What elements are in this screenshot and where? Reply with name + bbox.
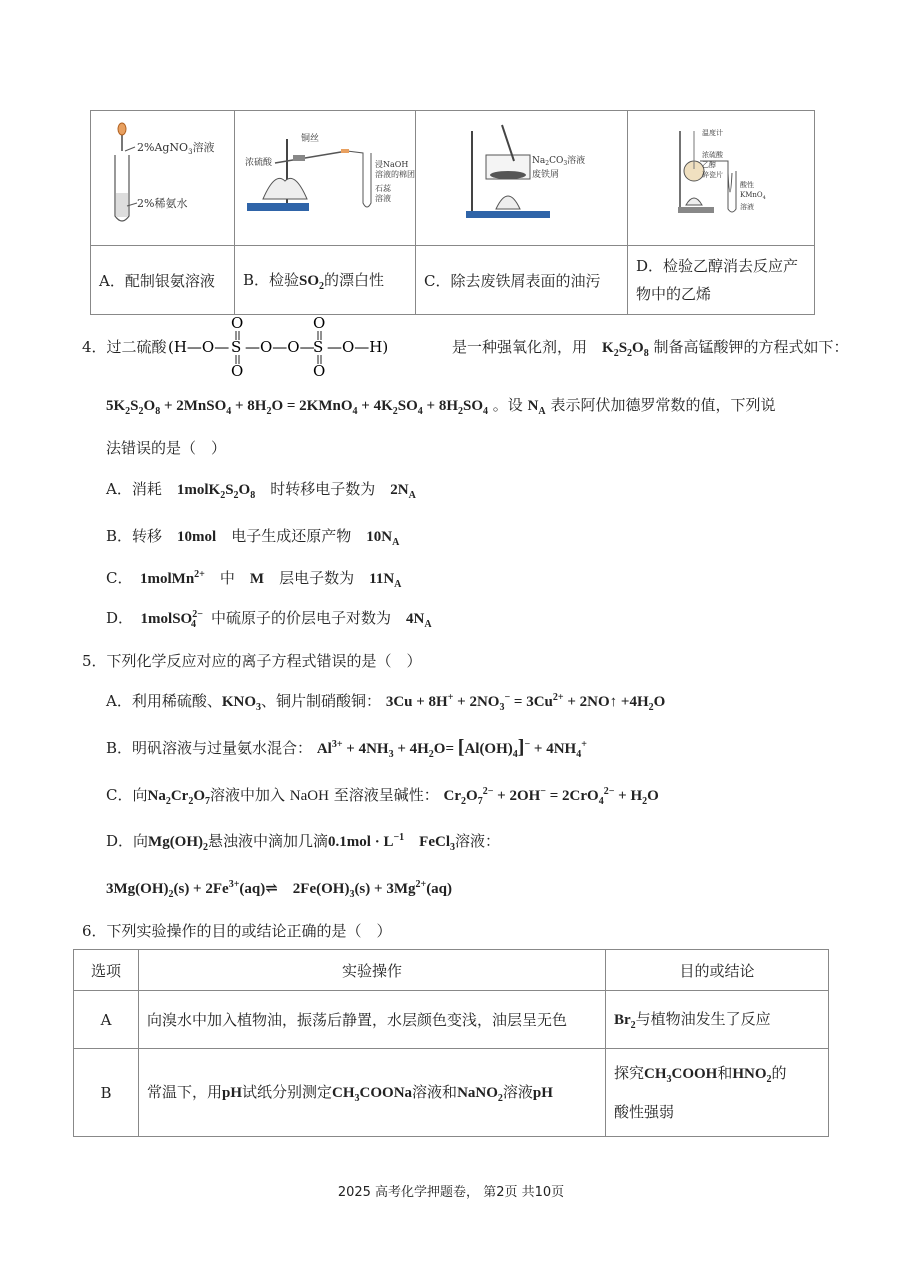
svg-text:O: O [231, 362, 244, 378]
svg-text:溶液: 溶液 [740, 203, 754, 211]
option-c-caption [416, 246, 628, 315]
option-b-caption [235, 246, 416, 315]
q5-option-c: C．向$Na_2Cr_2O_7$溶液中加入 NaOH 至溶液呈碱性： $Cr_2O_7^{2-} + 2OH^- = 2CrO_4^{2-} + H_2O$ [106, 786, 659, 807]
apparatus-d-figure [628, 111, 815, 246]
q5-option-c-equation: $Cr_2O_7^{2-} + 2OH^- = 2CrO_4^{2-} + H_2O$ [443, 786, 659, 807]
svg-text:—O—O—: —O—O— [245, 338, 315, 356]
svg-text:浓硫酸: 浓硫酸 [702, 151, 723, 159]
svg-text:碎瓷片: 碎瓷片 [702, 171, 723, 179]
option-d-caption [628, 246, 815, 315]
header-conclusion: 目的或结论 [606, 950, 829, 991]
option-a-text: A．配制银氨溶液 [99, 271, 215, 290]
row-b-option: B [74, 1049, 139, 1137]
q6-header-row [74, 950, 829, 991]
svg-text:O: O [313, 362, 326, 378]
q5-stem: 5．下列化学反应对应的离子方程式错误的是（ ） [82, 652, 422, 670]
q6-stem: 6．下列实验操作的目的或结论正确的是（ ） [82, 922, 392, 940]
silver-ammonia-apparatus-image [91, 111, 234, 241]
svg-text:酸性: 酸性 [740, 181, 754, 189]
option-a-caption [91, 246, 235, 315]
ethylene-apparatus-image [628, 111, 814, 241]
q5-option-a: A．利用稀硫酸、$KNO_3$、铜片制硝酸铜： $3Cu + 8H^+ + 2NO_3^- = 3Cu^{2+}$ + 2NO↑ $+4H_2O$ [106, 692, 666, 713]
q6-row-a [74, 991, 829, 1049]
svg-text:2%稀氨水: 2%稀氨水 [137, 197, 188, 210]
option-b-text: B．检验 [243, 270, 300, 289]
so2-subscript: 2 [319, 280, 325, 292]
svg-text:溶液的棉团: 溶液的棉团 [375, 170, 415, 179]
svg-text:O: O [231, 314, 244, 332]
svg-text:废铁屑: 废铁屑 [532, 170, 560, 180]
svg-text:温度计: 温度计 [702, 129, 723, 137]
option-d-text-line1: D．检验乙醇消去反应产 [636, 257, 799, 275]
q4-text4: 表示阿伏加德罗常数的值，下列说 [550, 396, 776, 414]
q6-row-b [74, 1049, 829, 1137]
so2-formula: SO [299, 272, 320, 289]
header-operation: 实验操作 [139, 950, 606, 991]
svg-text:S: S [313, 338, 324, 356]
option-c-text: C．除去废铁屑表面的油污 [424, 271, 601, 290]
q4-equation: $5K_2S_2O_8$ + 2MnSO$_4$ + $8H_2O$ = 2KMnO$_4$ + $4K_2SO_4 + 8H_2SO_4$ [106, 398, 488, 417]
peroxodisulfuric-acid-structure [168, 314, 458, 378]
q4-option-b: B．转移 10mol 电子生成还原产物 $10N_A$ [106, 527, 400, 548]
row-a-option: A [74, 991, 139, 1049]
q4-text5: 法错误的是（ ） [106, 439, 227, 457]
svg-text:KMnO4: KMnO$_4$ [740, 191, 766, 201]
q5-option-d-equation: $3Mg(OH)_2(s)$ + $2Fe^{3+}(aq)\rightleftharpoons$ $2Fe(OH)_3(s) + 3Mg^{2+}(aq)$ [106, 879, 453, 900]
q5-option-b-equation: $Al^{3+} + 4NH_3 + 4H_2O= [Al(OH)_4]^- + 4NH_4^+$ [316, 736, 587, 760]
q4-option-d: D． 1molSO$^{2-}_4$ 中硫原子的价层电子对数为 $4N_A$ [106, 609, 432, 630]
svg-text:浸NaOH: 浸NaOH [375, 160, 409, 169]
q4-equation-line [106, 394, 775, 417]
header-option: 选项 [74, 950, 139, 991]
option-b-text-end: 的漂白性 [324, 270, 385, 289]
q6-table [73, 949, 829, 1137]
svg-text:(H—O—: (H—O— [168, 338, 230, 356]
row-a-operation: 向溴水中加入植物油，振荡后静置，水层颜色变浅，油层呈无色 [139, 991, 606, 1049]
svg-text:—O—H): —O—H) [327, 338, 389, 356]
svg-text:Na2CO3溶液: $Na_2CO_3$溶液 [532, 156, 586, 167]
row-a-conclusion: $Br_2$与植物油发生了反应 [606, 991, 829, 1049]
svg-text:浓硫酸: 浓硫酸 [245, 158, 273, 168]
page-footer: 2025 高考化学押题卷， 第2页 共10页 [337, 1185, 565, 1200]
svg-text:铜丝: 铜丝 [301, 134, 320, 144]
apparatus-c-figure [416, 111, 628, 246]
svg-text:溶液: 溶液 [375, 194, 391, 203]
q4-option-a: A．消耗 $1molK_2S_2O_8$ 时转移电子数为 $2N_A$ [106, 480, 416, 501]
so2-apparatus-image [235, 111, 415, 241]
svg-text:O: O [313, 314, 326, 332]
row-b-operation: 常温下，用pH试纸分别测定$CH_3COONa$溶液和NaNO$_2$溶液pH [139, 1049, 606, 1137]
q5-option-a-equation: $3Cu + 8H^+ + 2NO_3^- = 3Cu^{2+}$ + 2NO↑ $+4H_2O$ [385, 692, 666, 713]
q5-option-d: D．向$Mg(OH)_2$悬浊液中滴加几滴$0.1mol \cdot L^{-1}$ FeCl$_3$溶液： [106, 832, 501, 853]
q4-equation-suffix: 。设 [492, 396, 523, 414]
row-b-conclusion: 探究$CH_3COOH$和$HNO_2$的 酸性强弱 [606, 1049, 829, 1137]
svg-text:乙醇: 乙醇 [702, 161, 716, 169]
apparatus-a-figure [91, 111, 235, 246]
q4-stem-text: 是一种强氧化剂，用 $K_2S_2O_8$ 制备高锰酸钾的方程式如下： [452, 338, 849, 359]
q4-number: 4．过二硫酸 [82, 338, 167, 356]
q5-option-b: B．明矾溶液与过量氨水混合： $Al^{3+} + 4NH_3 + 4H_2O= [Al(OH)_4]^- + 4NH_4^+$ [106, 736, 587, 760]
apparatus-b-figure [235, 111, 416, 246]
option-d-text-line2: 物中的乙烯 [636, 285, 712, 303]
q4-option-c: C． 1molMn$^{2+}$ 中 M 层电子数为 $11N_A$ [106, 569, 402, 590]
svg-text:S: S [231, 338, 242, 356]
apparatus-table [90, 110, 815, 315]
svg-text:2%AgNO3溶液: 2%AgNO$_3$溶液 [137, 141, 215, 156]
oil-removal-apparatus-image [416, 111, 627, 241]
svg-text:石蕊: 石蕊 [375, 184, 391, 193]
avogadro-symbol: $N_A$ [527, 398, 546, 417]
